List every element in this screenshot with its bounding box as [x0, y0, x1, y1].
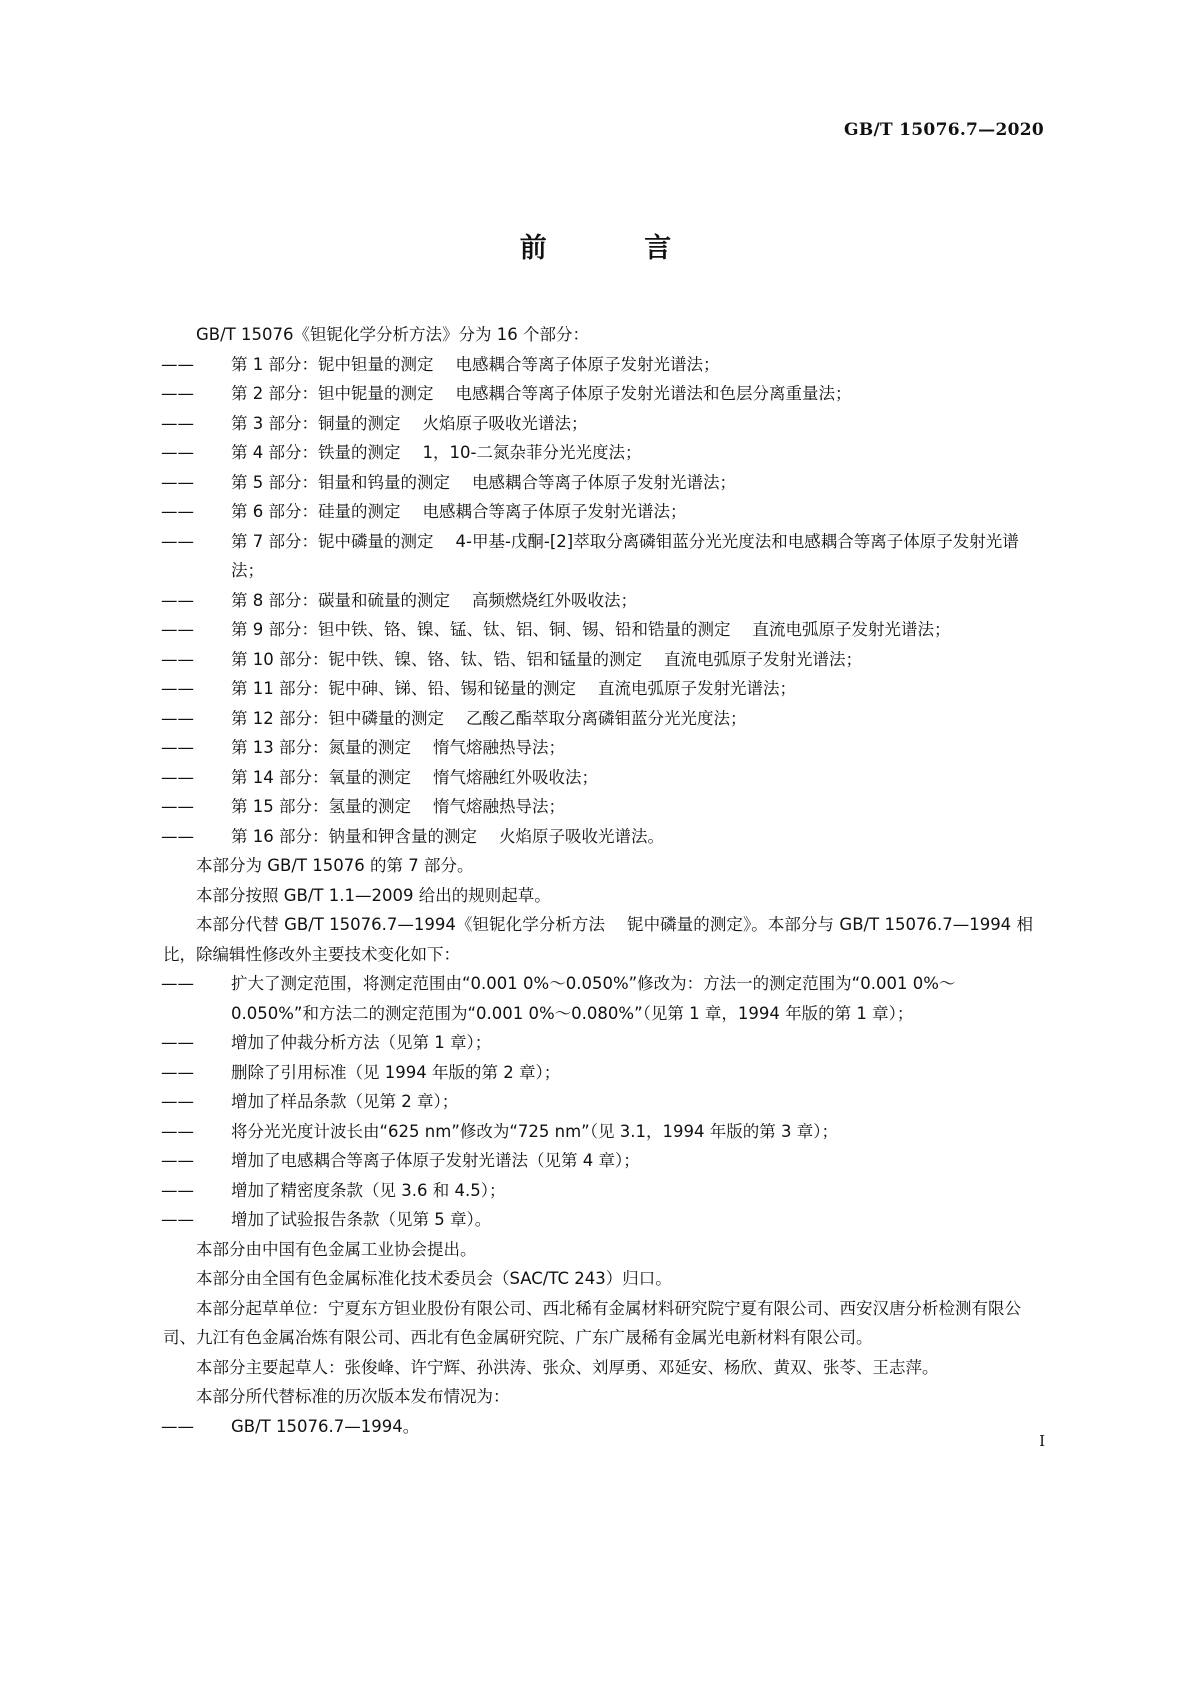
list-dash: ——	[161, 974, 194, 993]
part-method: 电感耦合等离子体原子发射光谱法；	[472, 472, 736, 492]
part-method: 惰气熔融红外吸收法；	[433, 767, 598, 787]
part-item	[163, 763, 1033, 793]
part-subject: 铌中铁、镍、铬、钛、锆、铝和锰量的测定	[328, 649, 642, 669]
page-title: 前 言	[519, 233, 716, 264]
part-subject: 硅量的测定	[318, 502, 401, 521]
intro-paragraph: GB/T 15076《钽铌化学分析方法》分为 16 个部分：	[196, 325, 589, 344]
statement-part: 本部分为 GB/T 15076 的第 7 部分。	[196, 856, 474, 875]
part-item	[163, 379, 1033, 409]
part-method: 乙酸乙酯萃取分离磷钼蓝分光光度法；	[466, 708, 747, 728]
part-subject: 氧量的测定	[328, 767, 411, 787]
change-item	[163, 1087, 1033, 1117]
list-dash: ——	[161, 590, 194, 610]
change-item-text: 增加了仲裁分析方法（见第 1 章）；	[231, 1033, 492, 1052]
list-dash: ——	[161, 502, 194, 521]
changes-list	[163, 969, 1033, 1235]
list-dash: ——	[161, 443, 194, 462]
part-label: 第 10 部分：	[231, 649, 329, 669]
part-item	[163, 733, 1033, 763]
part-label: 第 13 部分：	[231, 738, 329, 757]
part-subject: 钠量和钾含量的测定	[328, 826, 477, 846]
part-item	[163, 350, 1033, 380]
change-item	[163, 1146, 1033, 1176]
part-label: 第 4 部分：	[231, 443, 318, 462]
part-item	[163, 822, 1033, 852]
part-method: 直流电弧原子发射光谱法；	[664, 649, 862, 669]
parts-list	[163, 350, 1033, 852]
replacement-paragraph	[163, 910, 1033, 969]
part-label: 第 15 部分：	[231, 797, 329, 816]
list-dash: ——	[161, 1121, 194, 1141]
part-subject: 铌中钽量的测定	[318, 354, 434, 374]
list-dash: ——	[161, 620, 194, 639]
part-method: 电感耦合等离子体原子发射光谱法；	[455, 354, 720, 374]
change-item	[163, 1205, 1033, 1235]
part-method: 4-甲基-戊酮-[2]萃取分离磷钼蓝分光光度法和电感耦合等离子体原子发射光谱法；	[231, 531, 1019, 580]
part-label: 第 7 部分：	[231, 531, 318, 551]
change-item-text: 增加了精密度条款（见 3.6 和 4.5）；	[231, 1180, 506, 1200]
statement-rules: 本部分按照 GB/T 1.1—2009 给出的规则起草。	[196, 885, 551, 905]
change-item-text: 将分光光度计波长由“625 nm”修改为“725 nm”（见 3.1，1994 年版的第 3 章）；	[231, 1121, 838, 1141]
part-item	[163, 527, 1033, 586]
replacement-text-b: 铌中磷量的测定》。本部分与 GB/T 15076.7—1994 相比，除编辑性修改外主要技术变化如下：	[163, 915, 1033, 964]
history-item-text: GB/T 15076.7—1994。	[231, 1416, 420, 1436]
list-dash: ——	[161, 767, 194, 787]
part-label: 第 9 部分：	[231, 620, 318, 639]
change-item	[163, 969, 1033, 1028]
part-subject: 钽中铌量的测定	[318, 384, 434, 403]
list-dash: ——	[161, 1180, 194, 1200]
list-dash: ——	[161, 797, 194, 816]
part-item	[163, 409, 1033, 439]
part-label: 第 2 部分：	[231, 384, 318, 403]
part-method: 惰气熔融热导法；	[433, 738, 565, 757]
list-dash: ——	[161, 649, 194, 669]
change-item	[163, 1117, 1033, 1147]
change-item-text: 增加了样品条款（见第 2 章）；	[231, 1092, 459, 1111]
list-dash: ——	[161, 1151, 194, 1170]
part-item	[163, 586, 1033, 616]
part-subject: 铁量的测定	[318, 443, 401, 462]
standard-code: GB/T 15076.7—2020	[844, 120, 1044, 140]
part-label: 第 6 部分：	[231, 502, 318, 521]
part-label: 第 12 部分：	[231, 708, 329, 728]
list-dash: ——	[161, 738, 194, 757]
part-method: 惰气熔融热导法；	[433, 797, 565, 816]
list-dash: ——	[161, 679, 194, 698]
part-item	[163, 615, 1033, 645]
part-label: 第 16 部分：	[231, 826, 329, 846]
drafting-units: 本部分起草单位：宁夏东方钽业股份有限公司、西北稀有金属材料研究院宁夏有限公司、西安汉唐分析检测有限公司、九江有色金属冶炼有限公司、西北有色金属研究院、广东广晟稀有金属光电新材料有限公司。	[163, 1298, 1021, 1347]
part-method: 火焰原子吸收光谱法。	[499, 826, 664, 846]
part-item	[163, 674, 1033, 704]
list-dash: ——	[161, 354, 194, 374]
list-dash: ——	[161, 708, 194, 728]
part-method: 直流电弧原子发射光谱法；	[598, 679, 796, 698]
change-item	[163, 1058, 1033, 1088]
proposed-by: 本部分由中国有色金属工业协会提出。	[196, 1239, 477, 1259]
part-item	[163, 497, 1033, 527]
part-label: 第 5 部分：	[231, 472, 318, 492]
part-subject: 氢量的测定	[328, 797, 411, 816]
part-method: 高频燃烧红外吸收法；	[472, 590, 637, 610]
part-subject: 铜量的测定	[318, 413, 401, 433]
part-item	[163, 645, 1033, 675]
list-dash: ——	[161, 1416, 194, 1436]
part-method: 直流电弧原子发射光谱法；	[752, 620, 951, 639]
list-dash: ——	[161, 1210, 194, 1229]
list-dash: ——	[161, 1092, 194, 1111]
part-method: 电感耦合等离子体原子发射光谱法和色层分离重量法；	[455, 384, 852, 403]
change-item-text: 增加了电感耦合等离子体原子发射光谱法（见第 4 章）；	[231, 1151, 640, 1170]
page-number: I	[1039, 1432, 1045, 1450]
part-method: 火焰原子吸收光谱法；	[422, 413, 588, 433]
history-intro: 本部分所代替标准的历次版本发布情况为：	[196, 1387, 510, 1406]
part-label: 第 14 部分：	[231, 767, 329, 787]
drafters: 本部分主要起草人：张俊峰、许宁辉、孙洪涛、张众、刘厚勇、邓延安、杨欣、黄双、张苓、王志萍。	[196, 1357, 939, 1377]
part-label: 第 8 部分：	[231, 590, 318, 610]
part-label: 第 3 部分：	[231, 413, 318, 433]
part-subject: 钽中磷量的测定	[328, 708, 444, 728]
change-item-text: 增加了试验报告条款（见第 5 章）。	[231, 1210, 492, 1229]
list-dash: ——	[161, 1062, 194, 1082]
part-method: 电感耦合等离子体原子发射光谱法；	[422, 502, 687, 521]
list-dash: ——	[161, 826, 194, 846]
list-dash: ——	[161, 384, 194, 403]
part-item	[163, 792, 1033, 822]
change-item	[163, 1028, 1033, 1058]
list-dash: ——	[161, 413, 194, 433]
foreword-body	[163, 320, 1033, 1441]
replacement-text-a: 本部分代替 GB/T 15076.7—1994《钽铌化学分析方法	[196, 915, 605, 934]
part-item	[163, 468, 1033, 498]
part-label: 第 11 部分：	[231, 679, 329, 698]
list-dash: ——	[161, 531, 194, 551]
part-subject: 铌中磷量的测定	[318, 531, 434, 551]
part-item	[163, 704, 1033, 734]
part-item	[163, 438, 1033, 468]
change-item-text: 扩大了测定范围，将测定范围由“0.001 0%～0.050%”修改为：方法一的测定范围为“0.001 0%～0.050%”和方法二的测定范围为“0.001 0%～0.080%”（见第 1 章，1994 年版的第 1 章）；	[231, 974, 956, 1023]
part-method: 1，10-二氮杂菲分光光度法；	[422, 443, 642, 462]
history-list	[163, 1412, 1033, 1442]
part-label: 第 1 部分：	[231, 354, 318, 374]
part-subject: 钼量和钨量的测定	[318, 472, 450, 492]
history-item	[163, 1412, 1033, 1442]
part-subject: 铌中砷、锑、铅、锡和铋量的测定	[328, 679, 576, 698]
part-subject: 碳量和硫量的测定	[318, 590, 450, 610]
change-item-text: 删除了引用标准（见 1994 年版的第 2 章）；	[231, 1062, 561, 1082]
part-subject: 氮量的测定	[328, 738, 411, 757]
list-dash: ——	[161, 1033, 194, 1052]
list-dash: ——	[161, 472, 194, 492]
change-item	[163, 1176, 1033, 1206]
managed-by: 本部分由全国有色金属标准化技术委员会（SAC/TC 243）归口。	[196, 1269, 672, 1288]
part-subject: 钽中铁、铬、镍、锰、钛、铝、铜、锡、铅和锆量的测定	[318, 620, 731, 639]
